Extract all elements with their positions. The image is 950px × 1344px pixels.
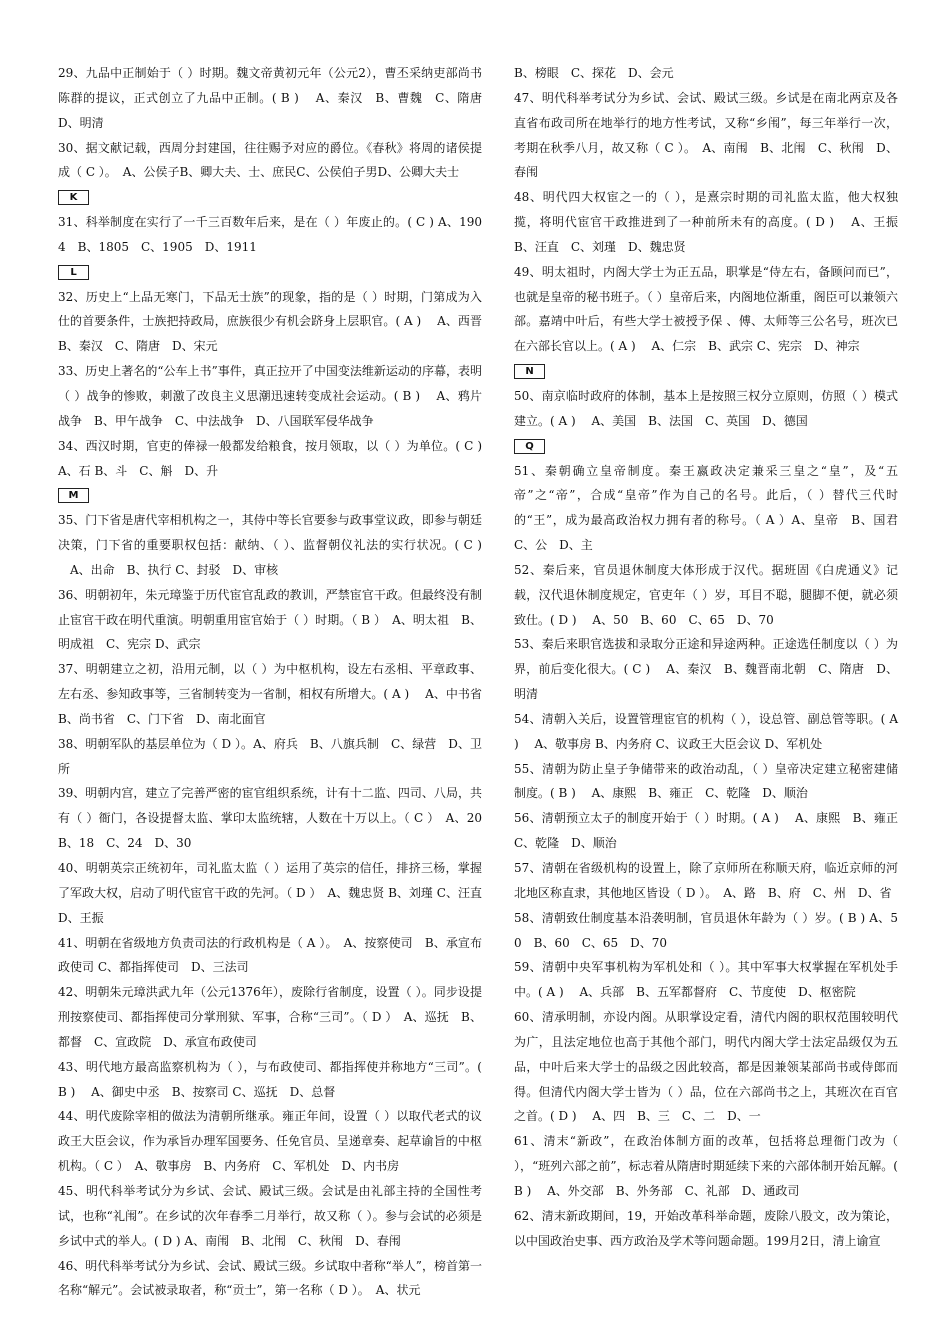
section-header xyxy=(514,359,898,384)
section-letter-box: K xyxy=(58,190,89,205)
question-item: 36、明朝初年，朱元璋鉴于历代宦官乱政的教训，严禁宦官干政。但最终没有制止宦官干政在明代重演。明朝重用宦官始于（ ）时期。（ B ） A、明太祖 B、明成祖 C、宪宗 D、武宗 xyxy=(58,587,482,652)
question-item: 33、历史上著名的“公车上书”事件，真正拉开了中国变法维新运动的序幕，表明（ ）战争的惨败，刺激了改良主义思潮迅速转变成社会运动。( B ) A、鸦片战争 B、甲午战争 C、中法战争 D、八国联军侵华战争 xyxy=(58,364,482,428)
section-letter-box: N xyxy=(514,364,545,379)
question-item: 40、明朝英宗正统初年，司礼监太监（ ）运用了英宗的信任，排挤三杨，掌握了军政大权，启动了明代宦官干政的先河。（ D ） A、魏忠贤 B、刘瑾 C、汪直 D、王振 xyxy=(58,861,495,925)
question-item: 39、明朝内宫，建立了完善严密的宦官组织系统，计有十二监、四司、八局，共有（ ）衙门，各设提督太监、掌印太监统辖，人数在十万以上。（ C ） A、20 B、18 C、24 D、30 xyxy=(58,786,495,851)
section-header xyxy=(58,260,482,285)
section-letter-box: L xyxy=(58,265,89,280)
question-item: 29、九品中正制始于（ ）时期。魏文帝黄初元年（公元2），曹丕采纳吏部尚书陈群的提议，正式创立了九品中正制。( B ) A、秦汉 B、曹魏 C、隋唐 D、明清 xyxy=(58,66,495,130)
question-item: 44、明代废除宰相的做法为清朝所继承。雍正年间，设置（ ）以取代老式的议政王大臣会议，作为承旨办理军国要务、任免官员、呈递章奏、起草谕旨的中枢机构。（ C ） A、敬事房 B、内务府 C、军机处 D、内书房 xyxy=(58,1109,482,1174)
question-item: 32、历史上“上品无寒门，下品无士族”的现象，指的是（ ）时期，门第成为入仕的首要条件，士族把持政局，庶族很少有机会跻身上层职官。( A ) A、西晋 B、秦汉 C、隋唐 D、宋元 xyxy=(58,289,495,354)
question-item: 43、明代地方最高监察机构为（ ），与布政使司、都指挥使并称地方“三司”。( B ) A、御史中丞 B、按察司 C、巡抚 D、总督 xyxy=(58,1059,482,1099)
section-header xyxy=(58,185,482,210)
question-item: 30、据文献记载，西周分封建国，往往赐予对应的爵位。《春秋》将周的诸侯提成（ C ）。 A、公侯子B、卿大夫、士、庶民C、公侯伯子男D、公卿大夫士 xyxy=(58,140,482,180)
question-item: 62、清末新政期间，19，开始改革科举命题，废除八股文，改为策论，以中国政治史事、西方政治及学术等问题命题。199月2日，清上谕宣 xyxy=(514,1208,898,1248)
question-item: 37、明朝建立之初，沿用元制，以（ ）为中枢机构，设左右丞相、平章政事、左右丞、参知政事等，三省制转变为一省制，相权有所增大。( A ) A、中书省 B、尚书省 C、门下省 D、南北面官 xyxy=(58,662,495,726)
question-item: 60、清承明制，亦设内阁。从职掌设定看，清代内阁的职权范围较明代为广，且法定地位也高于其他个部门，明代内阁大学士法定品级仅为五品，中叶后来大学士的品级之因此较高，都是因兼领某部尚书或侍郎而得。但清代内阁大学士皆为（ ）品，位在六部尚书之上，其班次在百官之首。( D ) A、四 B、三 C、二 D、一 xyxy=(514,1010,898,1124)
question-item: 54、清朝入关后，设置管理宦官的机构（ ），设总管、副总管等职。( A ) A、敬事房 B、内务府 C、议政王大臣会议 D、军机处 xyxy=(514,711,898,751)
question-item: 50、南京临时政府的体制，基本上是按照三权分立原则，仿照（ ）模式建立。( A ) A、美国 B、法国 C、英国 D、德国 xyxy=(514,388,898,428)
question-item: 38、明朝军队的基层单位为（ D ）。A、府兵 B、八旗兵制 C、绿营 D、卫所 xyxy=(58,736,482,776)
question-item: 51、秦朝确立皇帝制度。秦王嬴政决定兼采三皇之“皇”，及“五帝”之“帝”，合成“皇帝”作为自己的名号。此后，（ ）替代三代时的“王”，成为最高政治权力拥有者的称号。（ A ）A、皇帝 B、国君 C、公 D、主 xyxy=(514,463,911,553)
question-item: 52、秦后来，官员退休制度大体形成于汉代。据班固《白虎通义》记载，汉代退休制度规定，官吏年（ ）岁，耳目不聪，腿脚不便，就必须致仕。( D ) A、50 B、60 C、65 D、70 xyxy=(514,562,898,627)
question-item: 58、清朝致仕制度基本沿袭明制，官员退休年龄为（ ）岁。( B ) A、50 B、60 C、65 D、70 xyxy=(514,910,898,950)
question-item: 45、明代科举考试分为乡试、会试、殿试三级。会试是由礼部主持的全国性考试，也称“礼闱”。在乡试的次年春季二月举行，故又称（ ）。参与会试的必须是乡试中式的举人。( D ) A、南闱 B、北闱 C、秋闱 D、春闱 xyxy=(58,1183,482,1248)
question-item: 31、科举制度在实行了一千三百数年后来，是在（ ）年废止的。( C ) A、1904 B、1805 C、1905 D、1911 xyxy=(58,215,482,254)
section-header xyxy=(514,434,898,459)
question-item: 47、明代科举考试分为乡试、会试、殿试三级。乡试是在南北两京及各直省布政司所在地举行的地方性考试，又称“乡闱”，每三年举行一次，考期在秋季八月，故又称（ C ）。 A、南闱 B、北闱 C、秋闱 D、春闱 xyxy=(514,90,898,180)
question-item: 59、清朝中央军事机构为军机处和（ ）。其中军事大权掌握在军机处手中。( A ) A、兵部 B、五军都督府 C、节度使 D、枢密院 xyxy=(514,960,898,1000)
question-item: 55、清朝为防止皇子争储带来的政治动乱，（ ）皇帝决定建立秘密建储制度。( B ) A、康熙 B、雍正 C、乾隆 D、顺治 xyxy=(514,761,898,801)
question-item: 53、秦后来职官选拔和录取分正途和异途两种。正途选任制度以（ ）为界，前后变化很大。( C ) A、秦汉 B、魏晋南北朝 C、隋唐 D、明清 xyxy=(514,637,898,702)
question-item: 57、清朝在省级机构的设置上，除了京师所在称顺天府，临近京师的河北地区称直隶，其他地区皆设（ D ）。 A、路 B、府 C、州 D、省 xyxy=(514,861,898,900)
section-header xyxy=(58,483,482,508)
question-item: 42、明朝朱元璋洪武九年（公元1376年），废除行省制度，设置（ ）。同步设提刑按察使司、都指挥使司分掌刑狱、军事，合称“三司”。（ D ） A、巡抚 B、都督 C、宣政院 D、承宣布政使司 xyxy=(58,985,482,1049)
question-item: 56、清朝预立太子的制度开始于（ ）时期。( A ) A、康熙 B、雍正 C、乾隆 D、顺治 xyxy=(514,811,911,851)
section-letter-box: Q xyxy=(514,439,545,454)
left-column xyxy=(58,61,495,1303)
question-item: 49、明太祖时，内阁大学士为正五品，职掌是“侍左右，备顾问而已”，也就是皇帝的秘书班子。（ ）皇帝后来，内阁地位渐重，阁臣可以兼领六部。嘉靖中叶后，有些大学士被授予保 、傅、太师等三公名号，班次已在六部长官以上。( A ) A、仁宗 B、武宗 C、宪宗 D、神宗 xyxy=(514,264,898,354)
question-item: B、榜眼 C、探花 D、会元 xyxy=(514,66,674,80)
question-item: 61、清末“新政”，在政治体制方面的改革，包括将总理衙门改为（ ），“班列六部之前”，标志着从隋唐时期延续下来的六部体制开始瓦解。( B ) A、外交部 B、外务部 C、礼部 D、通政司 xyxy=(514,1134,898,1198)
right-column xyxy=(514,61,911,1254)
question-item: 34、西汉时期，官吏的俸禄一般都发给粮食，按月领取，以（ ）为单位。( C ) A、石 B、斗 C、斛 D、升 xyxy=(58,438,482,478)
question-item: 46、明代科举考试分为乡试、会试、殿试三级。乡试取中者称“举人”，榜首第一名称“解元”。会试被录取者，称“贡士”，第一名称（ D ）。 A、状元 xyxy=(58,1258,482,1298)
question-item: 48、明代四大权宦之一的（ ），是熹宗时期的司礼监太监，他大权独揽，将明代宦官干政推进到了一种前所未有的高度。( D ) A、王振 B、汪直 C、刘瑾 D、魏忠贤 xyxy=(514,190,911,254)
question-item: 41、明朝在省级地方负责司法的行政机构是（ A ）。 A、按察使司 B、承宣布政使司 C、都指挥使司 D、三法司 xyxy=(58,935,482,975)
section-letter-box: M xyxy=(58,488,89,503)
question-item: 35、门下省是唐代宰相机构之一，其侍中等长官要参与政事堂议政，即参与朝廷决策，门下省的重要职权包括：献纳、（ ）、监督朝仪礼法的实行状况。( C ) A、出命 B、执行 C、封驳 D、审核 xyxy=(58,513,482,577)
